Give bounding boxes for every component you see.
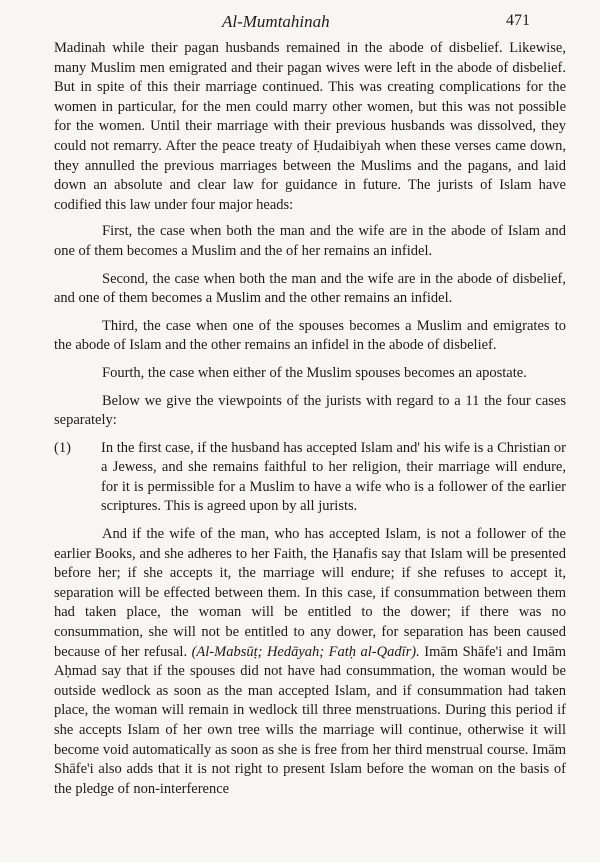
paragraph-viewpoints-intro: Below we give the viewpoints of the jurists with regard to a 11 the four cases separately:: [54, 392, 566, 429]
paragraph-jurists-views: [54, 525, 566, 799]
paragraph-first-case: First, the case when both the man and the wife are in the abode of Islam and one of them becomes a Muslim and the of her remains an infidel.: [54, 223, 566, 259]
body-text: [54, 39, 566, 799]
list-number: (1): [54, 439, 71, 456]
citation: (Al-Mabsūṭ; Hedāyah; Fatḥ al-Qadīr).: [191, 643, 420, 660]
paragraph-second-case: Second, the case when both the man and the wife are in the abode of disbelief, and one of them becomes a Muslim and the other remains an infidel.: [54, 270, 566, 307]
paragraph-continuation: Madinah while their pagan husbands remained in the abode of disbelief. Likewise, many Muslim men emigrated and their pagan wives were left in the abode of disbelief. But in spite of this their marriage continued. This was creating complications for the women in particular, for the men could marry other women, but this was not possible for the women. Until their marriage with their previous husbands was dissolved, they could not remarry. After the peace treaty of Ḥudaibiyah when these verses came down, they annulled the previous marriages between the Muslims and the pagans, and laid down an absolute and clear law for guidance in future. The jurists of Islam have codified this law under four major heads:: [54, 40, 566, 213]
list-item-text: In the first case, if the husband has accepted Islam and' his wife is a Christian or a Jewess, and she remains faithful to her religion, their marriage will endure, for it is permissible for a Muslim to have a wife who is a follower of the earlier scriptures. This is agreed upon by all jurists.: [101, 439, 566, 515]
paragraph-text-part-b: Imām Shāfe'i and Imām Aḥmad say that if the spouses did not have had consummation, the woman would be outside wedlock as soon as the man accepted Islam, and if consummation had taken place, the woman will remain in wedlock till three menstruations. During this period if she accepts Islam of her own tree wills the marriage will continue, otherwise it will become void automatically as soon as she is free from her third menstrual course. Imām Shāfe'i also adds that it is not right to present Islam before the woman on the basis of the pledge of non-interference: [54, 643, 566, 797]
page-header: [0, 12, 600, 36]
running-title: Al-Mumtahinah: [222, 12, 330, 31]
paragraph-text-part-a: And if the wife of the man, who has accepted Islam, is not a follower of the earlier Books, and she adheres to her Faith, the Ḥanafis say that Islam will be presented before her; if she accepts it, the marriage will endure; if she refuses to accept it, separation will be effected between them. In this case, if consummation between them had taken place, the woman will be entitled to the dower; if there was no consummation, she will not be entitled to any dower, for separation has been caused because of her refusal.: [54, 526, 566, 660]
paragraph-third-case: Third, the case when one of the spouses becomes a Muslim and emigrates to the abode of Islam and the other remains an infidel in the abode of disbelief.: [54, 317, 566, 354]
paragraph-fourth-case: Fourth, the case when either of the Muslim spouses becomes an apostate.: [102, 364, 527, 381]
list-item: [54, 439, 566, 517]
page-number: 471: [506, 12, 530, 29]
